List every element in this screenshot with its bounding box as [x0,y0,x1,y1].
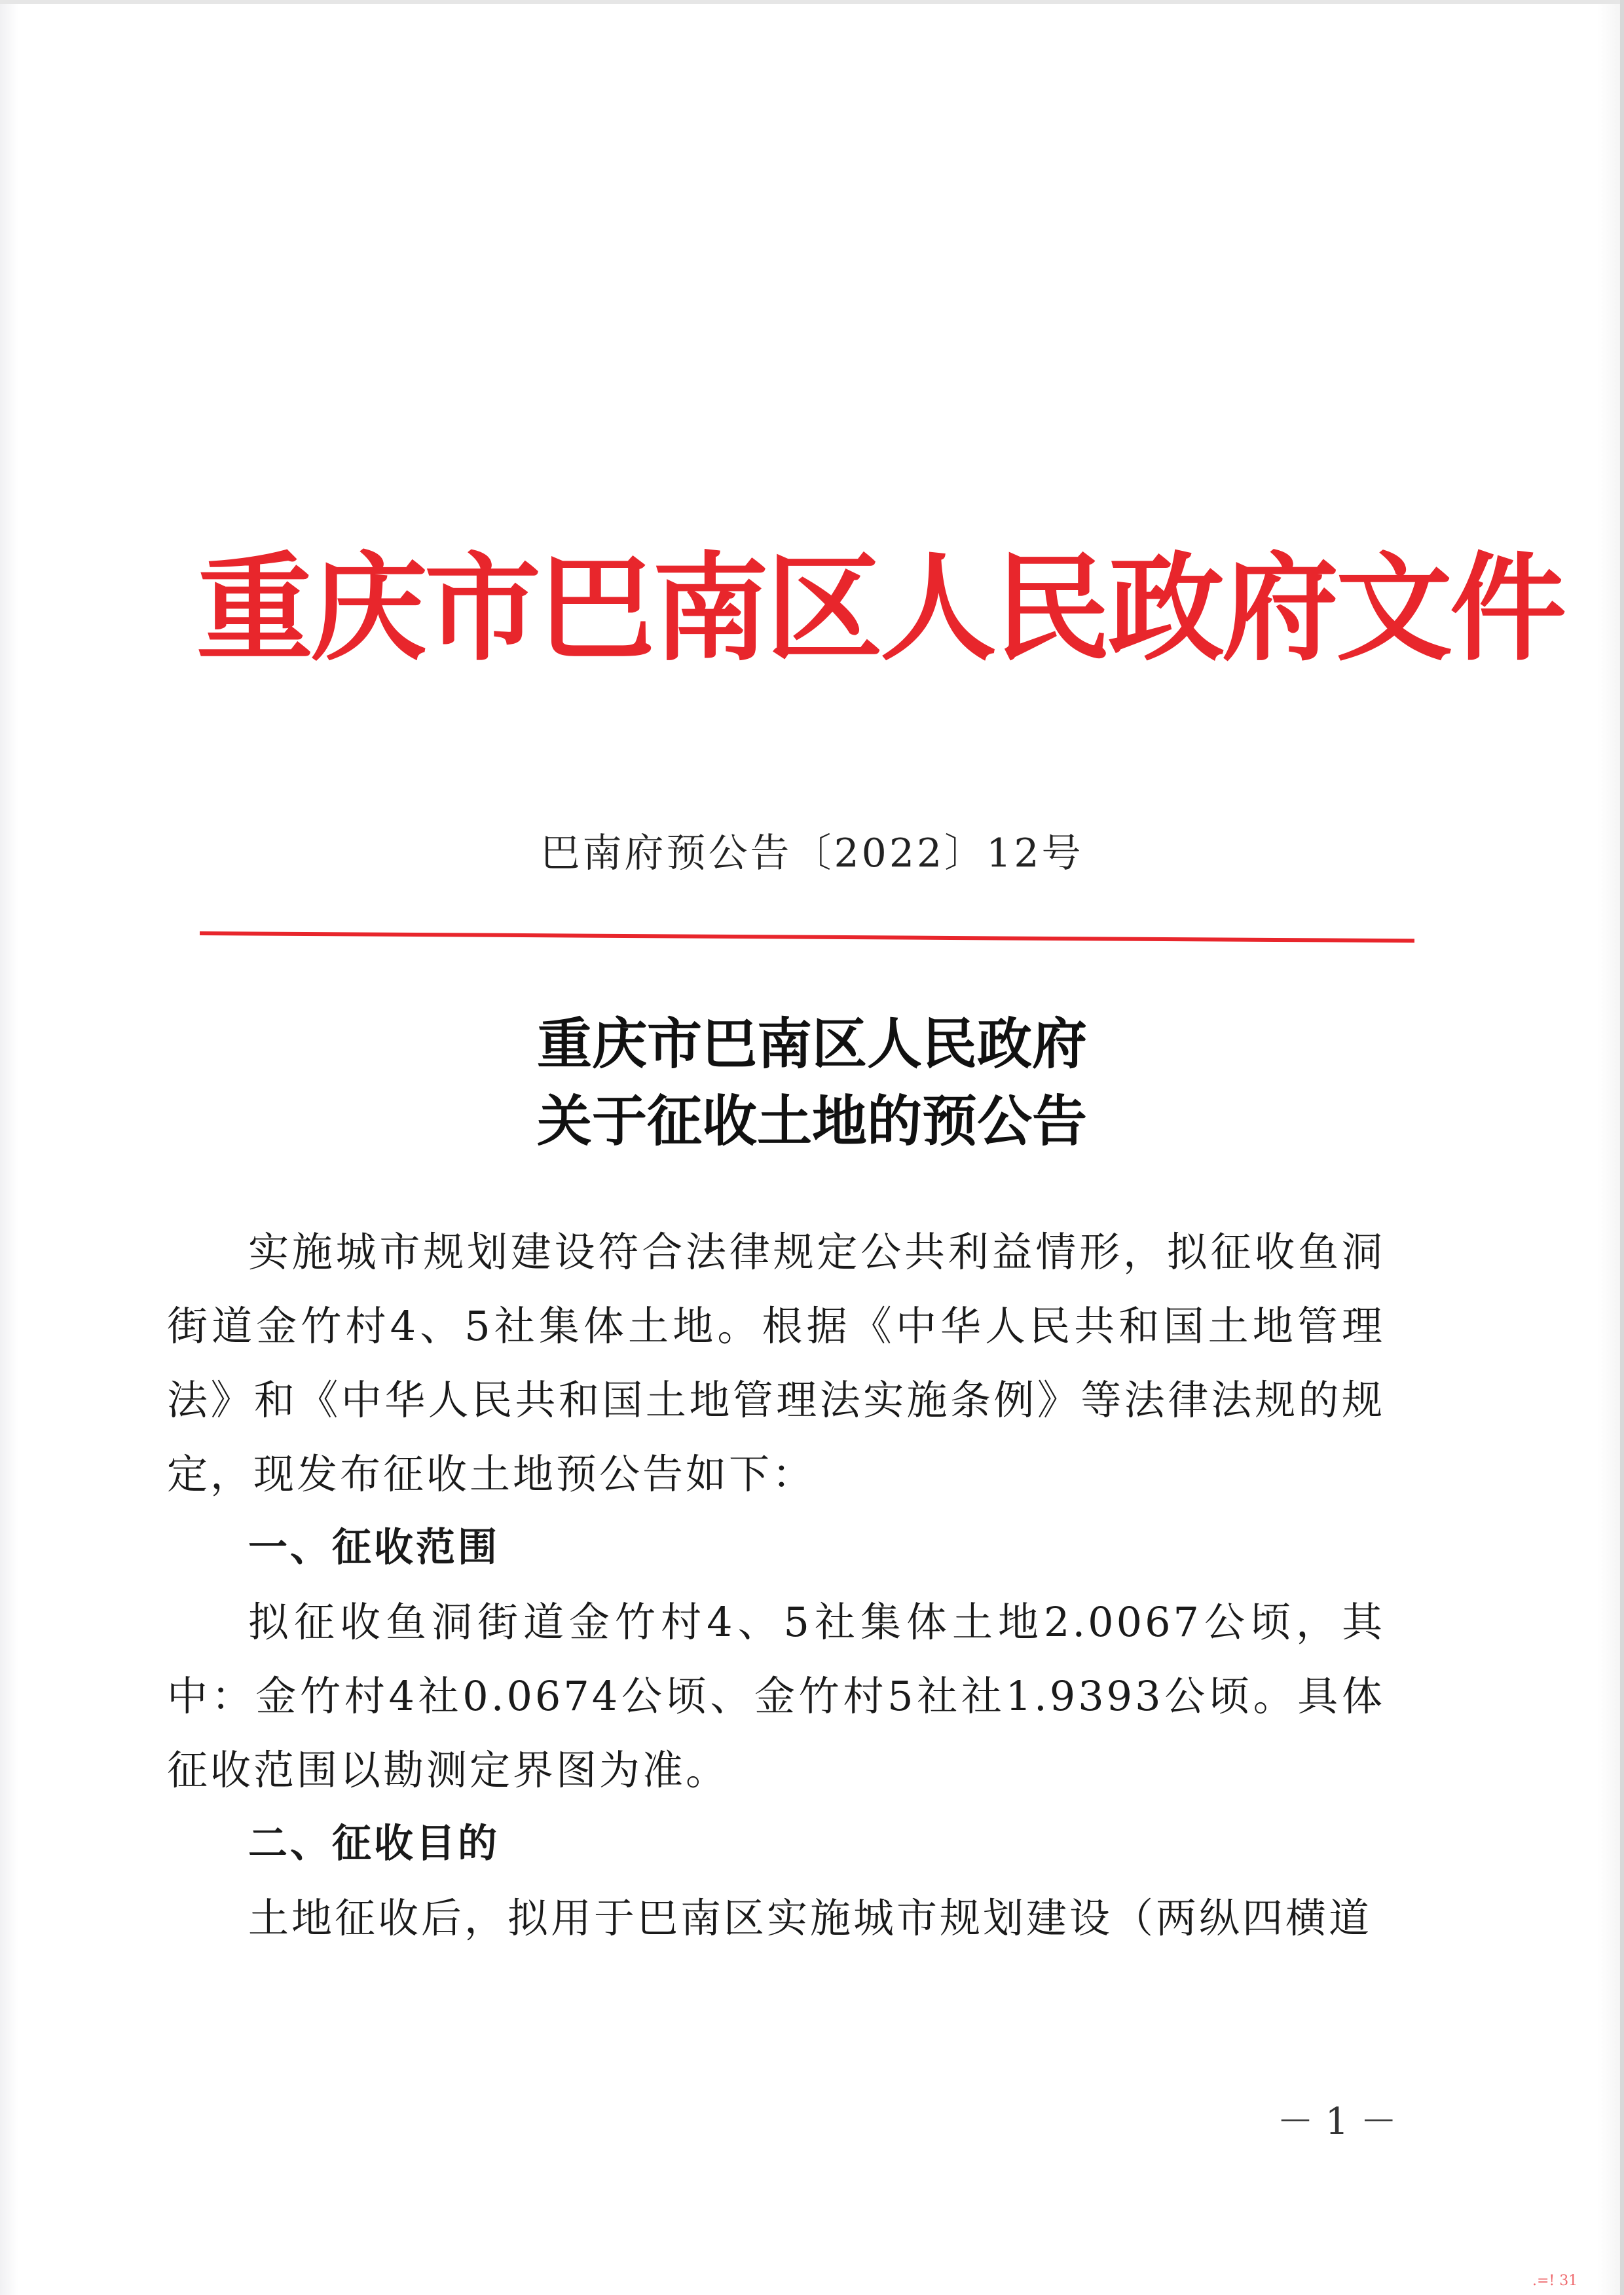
section-2-heading: 二、征收目的 [248,1821,500,1867]
document-masthead: 重庆市巴南区人民政府文件 [196,540,1564,677]
title-line-2: 关于征收土地的预公告 [536,1089,1087,1153]
document-title [0,1005,1624,1160]
section-1-paragraph: 拟征收鱼洞街道金竹村4、5社集体土地2.0067公顷，其中：金竹村4社0.0674公顷、金竹村5社社1.9393公顷。具体征收范围以勘测定界图为准。 [167,1598,1385,1794]
section-1-heading: 一、征收范围 [248,1525,500,1571]
page-number: － 1 － [1277,2100,1397,2143]
document-number: 巴南府预公告〔2022〕12号 [540,830,1084,876]
scan-edge-top [0,0,1624,4]
title-line-1: 重庆市巴南区人民政府 [536,1011,1087,1076]
section-2-paragraph: 土地征收后，拟用于巴南区实施城市规划建设（两纵四横道 [248,1894,1373,1942]
document-body [167,1215,1385,1955]
intro-paragraph: 实施城市规划建设符合法律规定公共利益情形，拟征收鱼洞街道金竹村4、5社集体土地。根据《中华人民共和国土地管理法》和《中华人民共和国土地管理法实施条例》等法律法规的规定，现发布征收土地预公告如下： [167,1228,1385,1498]
red-divider-line [200,931,1414,942]
corner-mark: .=! 31 [1532,2273,1578,2289]
